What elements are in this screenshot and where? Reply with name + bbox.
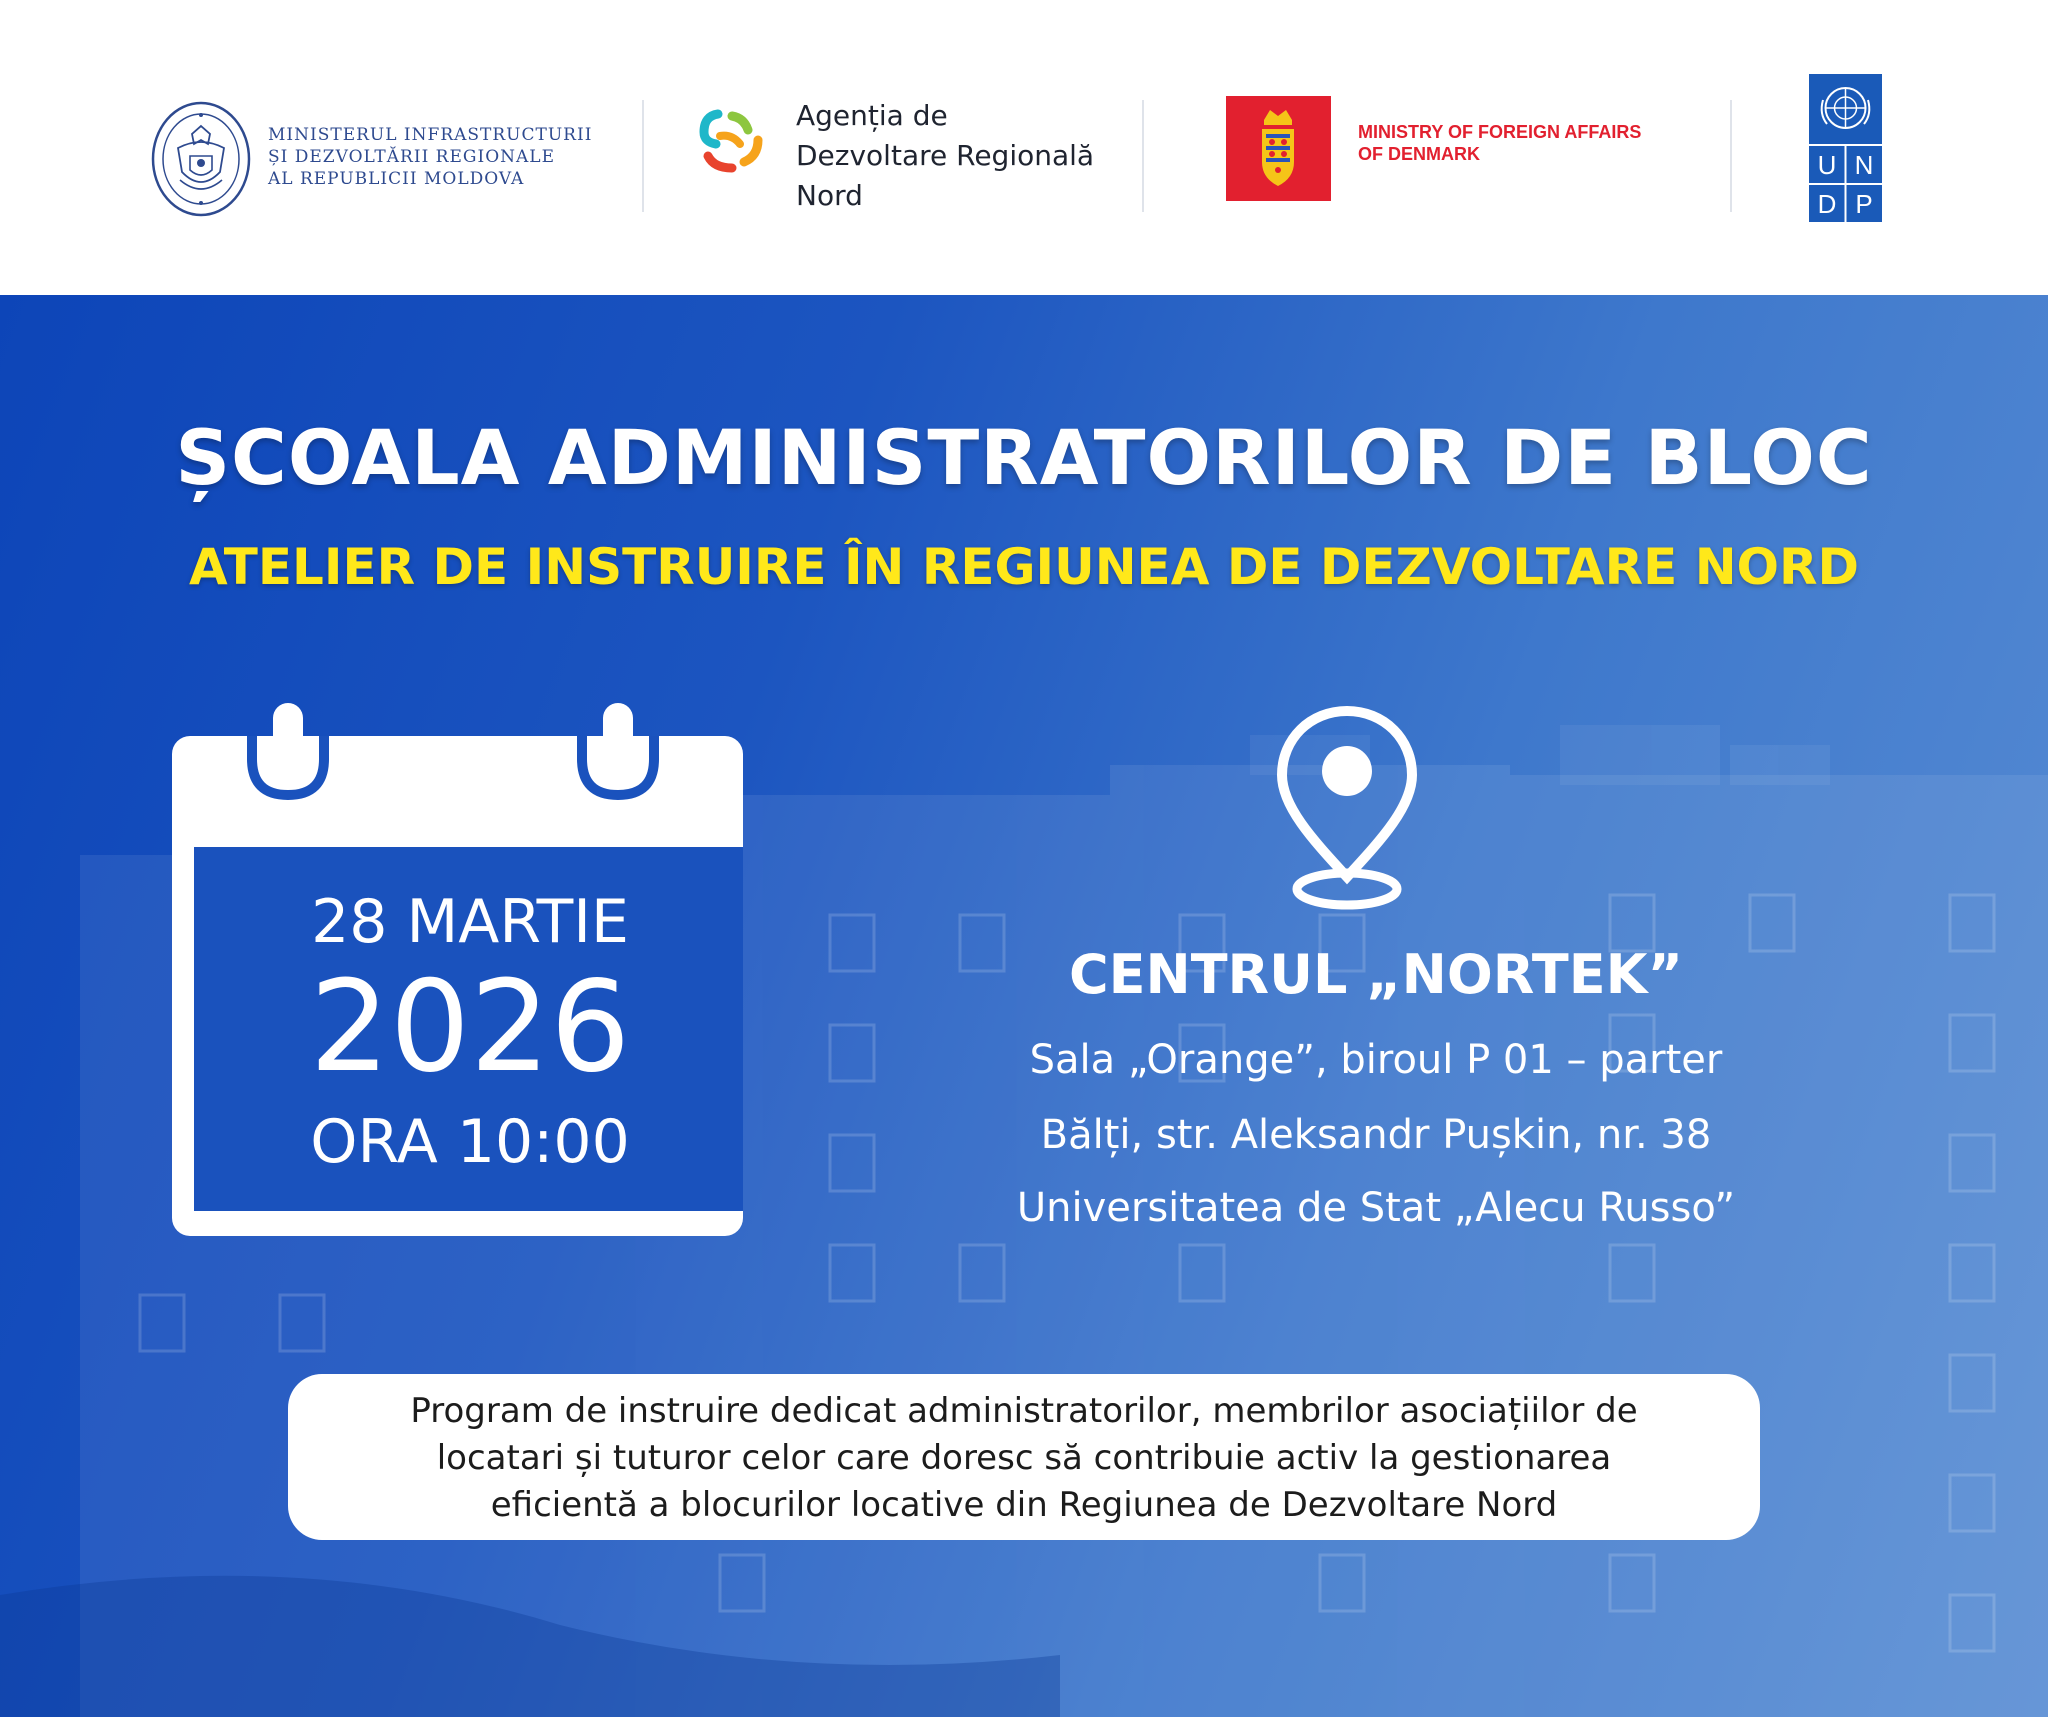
ministry-name-line-2: ȘI DEZVOLTĂRII REGIONALE xyxy=(268,147,555,167)
partner-logos-header xyxy=(0,0,2048,295)
undp-letter-d: D xyxy=(1817,189,1837,219)
denmark-name-line-2: OF DENMARK xyxy=(1358,144,1480,164)
event-subtitle: ATELIER DE INSTRUIRE ÎN REGIUNEA DE DEZVOLTARE NORD xyxy=(188,538,1860,596)
header-divider xyxy=(1142,100,1144,212)
adr-name-line-3: Nord xyxy=(796,179,863,212)
event-time: ORA 10:00 xyxy=(310,1107,630,1177)
danish-coat-of-arms-icon xyxy=(1226,96,1331,201)
ministry-name xyxy=(268,124,592,190)
adr-nord-logo-icon xyxy=(696,106,766,176)
ministry-name-line-1: MINISTERUL INFRASTRUCTURII xyxy=(268,125,593,145)
venue-address: Bălți, str. Aleksandr Pușkin, nr. 38 xyxy=(1040,1112,1712,1158)
program-description-box xyxy=(288,1374,1760,1540)
venue-room: Sala „Orange”, biroul P 01 – parter xyxy=(1029,1037,1723,1083)
program-description xyxy=(288,1388,1760,1529)
undp-letter-n: N xyxy=(1854,150,1874,180)
undp-logo-graphic xyxy=(1809,74,1882,222)
venue-name: CENTRUL „NORTEK” xyxy=(1069,943,1683,1006)
location-pin-icon xyxy=(1274,703,1420,913)
event-date: 28 MARTIE xyxy=(311,887,629,957)
header-divider xyxy=(642,100,644,212)
undp-logo xyxy=(1809,74,1882,222)
event-year: 2026 xyxy=(309,953,631,1100)
denmark-name-line-1: MINISTRY OF FOREIGN AFFAIRS xyxy=(1358,122,1642,142)
adr-name-line-2: Dezvoltare Regională xyxy=(796,139,1095,172)
moldova-government-seal-icon xyxy=(150,100,252,218)
event-title: ȘCOALA ADMINISTRATORILOR DE BLOC xyxy=(175,413,1873,502)
denmark-mfa-logo xyxy=(1226,96,1676,201)
ministry-name-line-3: AL REPUBLICII MOLDOVA xyxy=(268,169,525,189)
venue-institution: Universitatea de Stat „Alecu Russo” xyxy=(1016,1185,1736,1231)
header-divider xyxy=(1730,100,1732,212)
denmark-mfa-name xyxy=(1358,121,1641,165)
description-line-3: eficientă a blocurilor locative din Regiunea de Dezvoltare Nord xyxy=(490,1485,1558,1525)
undp-letter-p: P xyxy=(1855,189,1873,219)
adr-nord-name xyxy=(796,96,1094,216)
description-line-1: Program de instruire dedicat administratorilor, membrilor asociațiilor de xyxy=(410,1391,1638,1431)
adr-nord-logo xyxy=(696,96,1116,226)
description-line-2: locatari și tuturor celor care doresc să contribuie activ la gestionarea xyxy=(436,1438,1612,1478)
denmark-logo-red-square xyxy=(1226,96,1331,201)
calendar-date-block xyxy=(194,847,746,1211)
event-hero-banner xyxy=(0,295,2048,1717)
ministry-infrastructure-logo xyxy=(150,100,600,218)
adr-name-line-1: Agenția de xyxy=(796,99,948,132)
undp-letter-u: U xyxy=(1817,150,1837,180)
un-emblem-icon xyxy=(1822,88,1870,128)
